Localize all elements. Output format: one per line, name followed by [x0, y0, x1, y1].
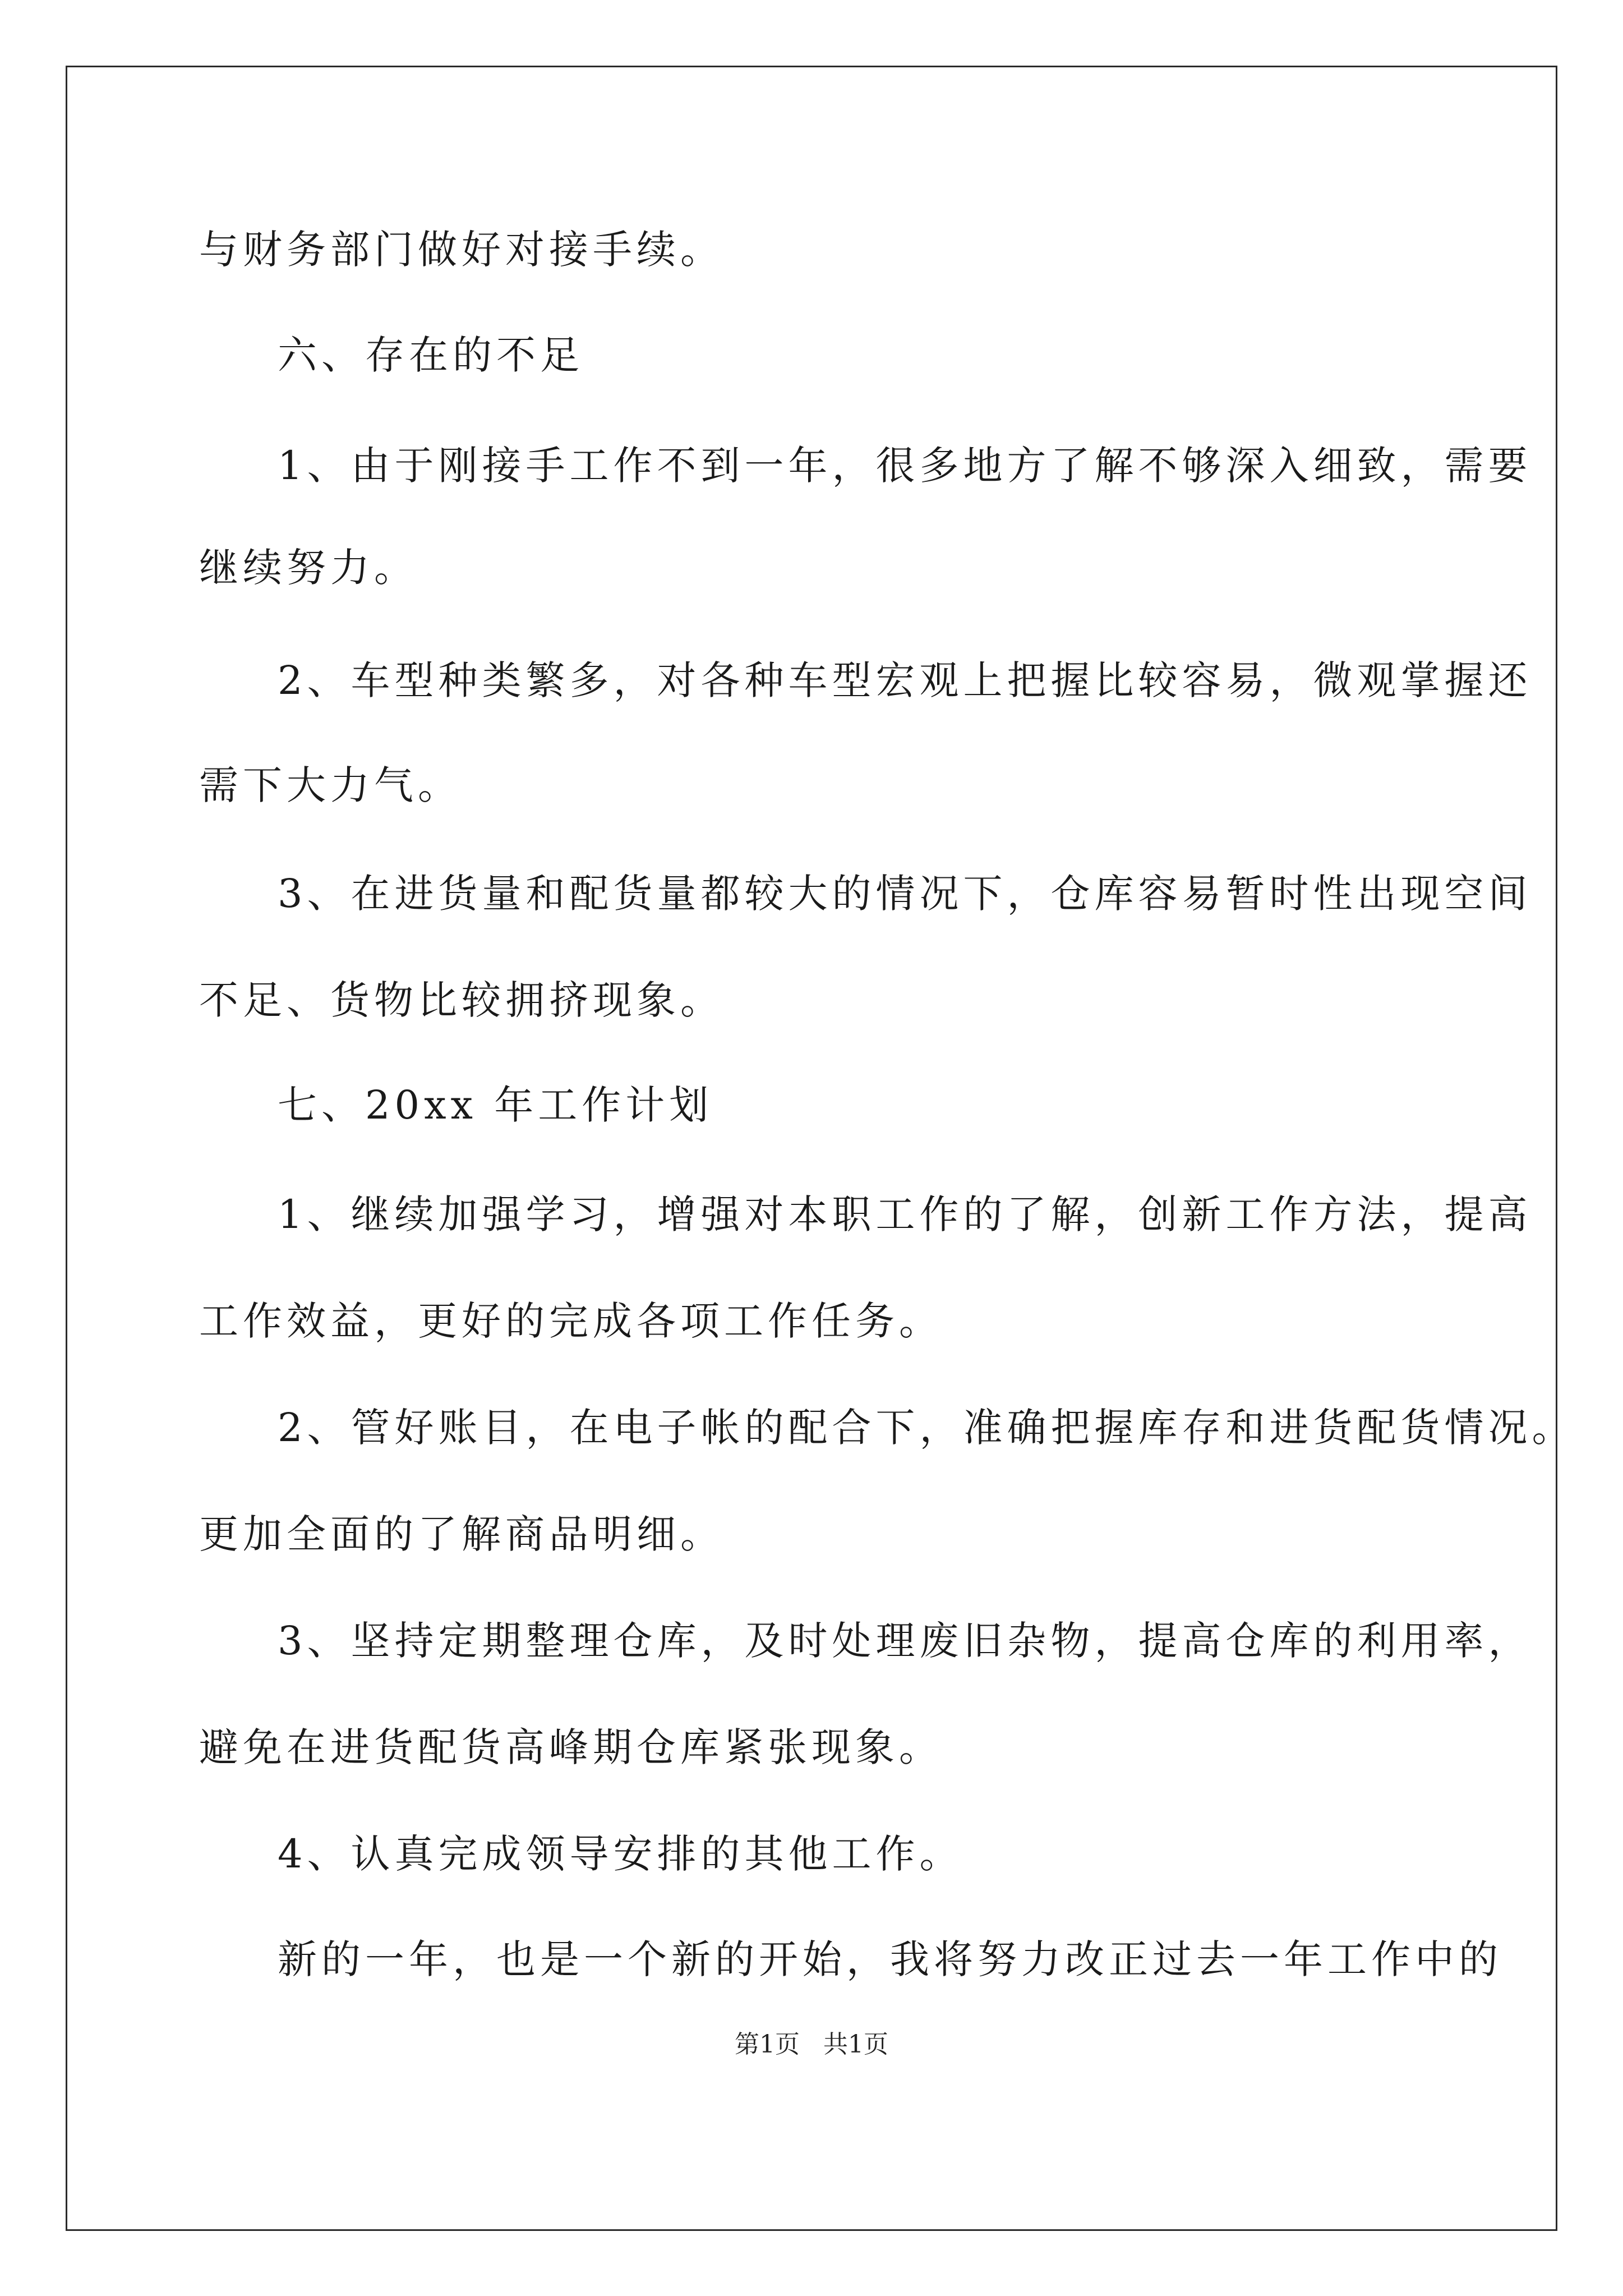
text-line-1: 与财务部门做好对接手续。 [199, 227, 724, 273]
text-line-17: 新的一年，也是一个新的开始，我将努力改正过去一年工作中的 [278, 1936, 1502, 1982]
page-footer [0, 2028, 1623, 2062]
section-heading-deficiencies: 六、存在的不足 [278, 332, 584, 378]
text-line-3: 1、由于刚接手工作不到一年，很多地方了解不够深入细致，需要 [278, 443, 1532, 489]
page-number-current: 第1页 [735, 2030, 800, 2059]
text-line-14: 3、坚持定期整理仓库，及时处理废旧杂物，提高仓库的利用率， [278, 1618, 1532, 1664]
text-line-5: 2、车型种类繁多，对各种车型宏观上把握比较容易，微观掌握还 [278, 657, 1532, 703]
text-line-10: 1、继续加强学习，增强对本职工作的了解，创新工作方法，提高 [278, 1191, 1532, 1237]
page-number-total: 共1页 [823, 2030, 888, 2059]
text-line-6: 需下大力气。 [199, 762, 462, 808]
page-border [66, 66, 1557, 2231]
text-line-13: 更加全面的了解商品明细。 [199, 1511, 724, 1557]
text-line-7: 3、在进货量和配货量都较大的情况下，仓库容易暂时性出现空间 [278, 871, 1532, 917]
section-heading-work-plan: 七、20xx 年工作计划 [278, 1082, 713, 1128]
text-line-16: 4、认真完成领导安排的其他工作。 [278, 1831, 963, 1877]
text-line-15: 避免在进货配货高峰期仓库紧张现象。 [199, 1724, 943, 1770]
text-line-4: 继续努力。 [199, 545, 418, 591]
text-line-11: 工作效益，更好的完成各项工作任务。 [199, 1298, 943, 1344]
text-line-8: 不足、货物比较拥挤现象。 [199, 977, 724, 1023]
text-line-12: 2、管好账目，在电子帐的配合下，准确把握库存和进货配货情况。 [278, 1405, 1576, 1451]
